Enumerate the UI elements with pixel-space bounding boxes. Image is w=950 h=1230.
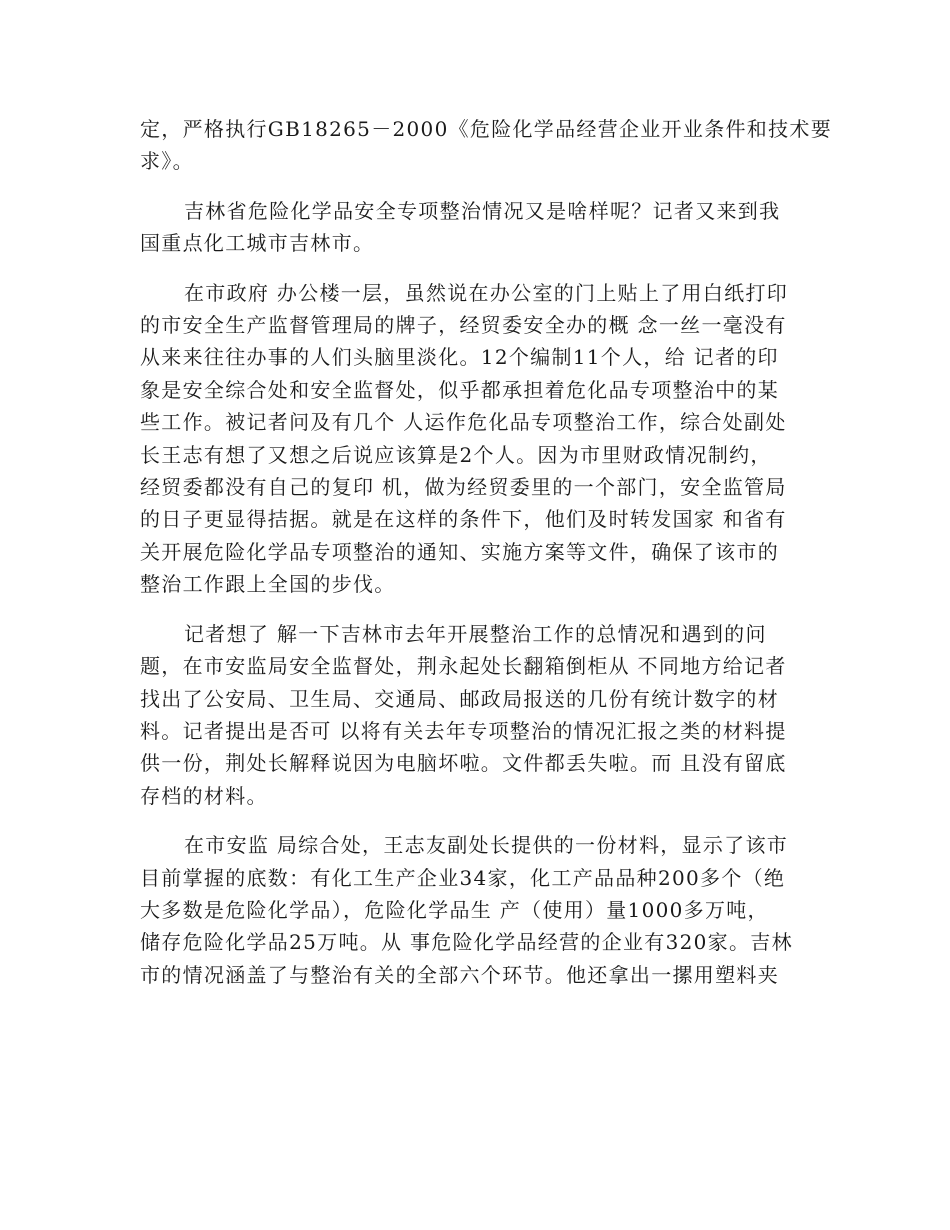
paragraph-line: 题，在市安监局安全监督处，荆永起处长翻箱倒柜从 不同地方给记者: [140, 654, 787, 679]
paragraph-4: [140, 618, 810, 812]
paragraph-line: 求》。: [140, 149, 194, 174]
paragraph-line: 长王志有想了又想之后说应该算是2个人。因为市里财政情况制约，: [140, 442, 772, 467]
paragraph-line: 料。记者提出是否可 以将有关去年专项整治的情况汇报之类的材料提: [140, 718, 787, 743]
paragraph-line: 目前掌握的底数：有化工生产企业34家，化工产品品种200多个（绝: [140, 865, 786, 890]
paragraph-line: 象是安全综合处和安全监督处，似乎都承担着危化品专项整治中的某: [140, 377, 779, 402]
paragraph-line: 在市安监 局综合处，王志友副处长提供的一份材料，显示了该市: [184, 833, 789, 858]
paragraph-line: 整治工作跟上全国的步伐。: [140, 572, 396, 597]
paragraph-line: 供一份，荆处长解释说因为电脑坏啦。文件都丢失啦。而 且没有留底: [140, 751, 787, 776]
paragraph-line: 经贸委都没有自己的复印 机，做为经贸委里的一个部门，安全监管局: [140, 475, 787, 500]
paragraph-line: 市的情况涵盖了与整治有关的全部六个环节。他还拿出一摞用塑料夹: [140, 962, 779, 987]
paragraph-line: 大多数是危险化学品），危险化学品生 产（使用）量1000多万吨，: [140, 897, 769, 922]
paragraph-line: 从来来往往办事的人们头脑里淡化。12个编制11个人，给 记者的印: [140, 345, 779, 370]
paragraph-line: 些工作。被记者问及有几个 人运作危化品专项整治工作，综合处副处: [140, 410, 787, 435]
paragraph-line: 存档的材料。: [140, 783, 268, 808]
paragraph-1: [140, 113, 832, 178]
paragraph-line: 的日子更显得拮据。就是在这样的条件下，他们及时转发国家 和省有: [140, 507, 787, 532]
paragraph-line: 记者想了 解一下吉林市去年开展整治工作的总情况和遇到的问: [184, 621, 767, 646]
paragraph-line: 国重点化工城市吉林市。: [140, 231, 375, 256]
paragraph-line: 定，严格执行GB18265－2000《危险化学品经营企业开业条件和技术要: [140, 117, 832, 141]
paragraph-line: 关开展危险化学品专项整治的通知、实施方案等文件，确保了该市的: [140, 539, 779, 564]
paragraph-5: [140, 829, 810, 991]
paragraph-line: 在市政府 办公楼一层，虽然说在办公室的门上贴上了用白纸打印: [184, 280, 789, 305]
paragraph-line: 储存危险化学品25万吨。从 事危险化学品经营的企业有320家。吉林: [140, 930, 793, 955]
paragraph-3: [140, 277, 810, 601]
paragraph-2: [140, 195, 810, 260]
paragraph-line: 吉林省危险化学品安全专项整治情况又是啥样呢？记者又来到我: [184, 198, 781, 223]
document-body: [140, 113, 832, 1008]
paragraph-line: 的市安全生产监督管理局的牌子，经贸委安全办的概 念一丝一毫没有: [140, 313, 787, 338]
paragraph-line: 找出了公安局、卫生局、交通局、邮政局报送的几份有统计数字的材: [140, 686, 779, 711]
